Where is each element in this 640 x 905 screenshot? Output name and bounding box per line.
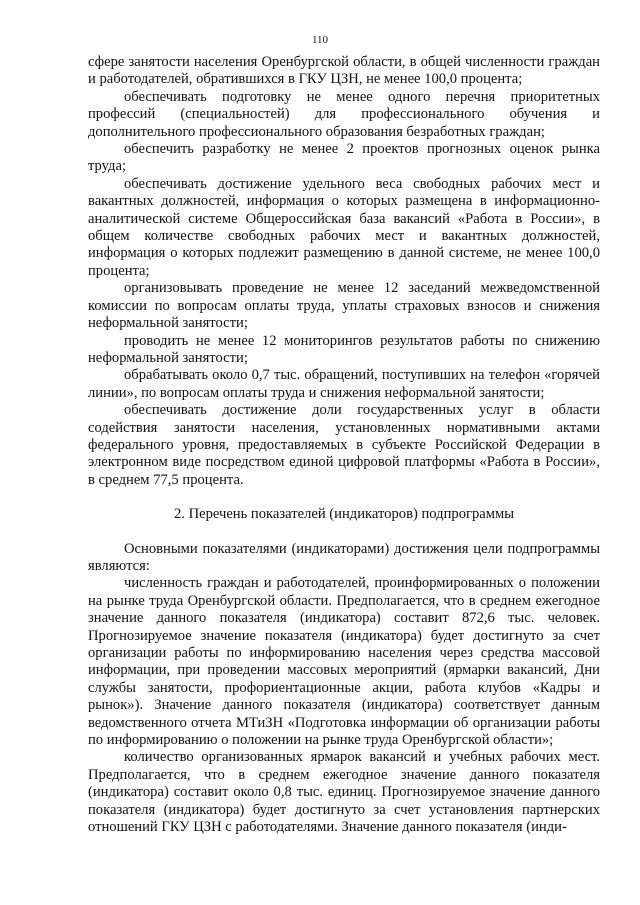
paragraph: обрабатывать около 0,7 тыс. обращений, поступивших на телефон «горячей линии», по вопросам оплаты труда и снижения неформальной занятости; bbox=[88, 367, 600, 401]
paragraph: количество организованных ярмарок вакансий и учебных рабочих мест. Предполагается, что в среднем ежегодное значение данного показателя (индикатора) составит около 0,8 тыс. единиц. Прогнозируемое значение данного показателя (индикатора) будет достигнуто за счет установления партнерских отношений ГКУ ЦЗН с работодателями. Значение данного показателя (инди- bbox=[88, 749, 600, 836]
paragraph: проводить не менее 12 мониторингов результатов работы по снижению неформальной занятости; bbox=[88, 332, 600, 366]
page-number: 110 bbox=[311, 34, 329, 46]
paragraph: обеспечивать достижение удельного веса свободных рабочих мест и вакантных должностей, информация о которых размещена в информационно-аналитической системе Общероссийская база вакансий «Работа в России», в общем количестве свободных рабочих мест и вакантных должностей, информация о которых подлежит размещению в данной системе, не менее 100,0 процента; bbox=[88, 175, 600, 279]
paragraph: обеспечивать подготовку не менее одного перечня приоритетных профессий (специальностей) для профессионального обучения и дополнительного профессионального образования безработных граждан; bbox=[88, 88, 600, 140]
paragraph: организовывать проведение не менее 12 заседаний межведомственной комиссии по вопросам оплаты труда, уплаты страховых взносов и снижения неформальной занятости; bbox=[88, 280, 600, 332]
paragraph: обеспечивать достижение доли государственных услуг в области содействия занятости населения, установленных нормативными актами федерального уровня, предоставляемых в субъекте Российской Федерации в электронном виде посредством единой цифровой платформы «Работа в России», в среднем 77,5 процента. bbox=[88, 402, 600, 488]
paragraph: обеспечить разработку не менее 2 проектов прогнозных оценок рынка труда; bbox=[88, 141, 600, 175]
paragraph: Основными показателями (индикаторами) достижения цели подпрограммы являются: bbox=[88, 540, 600, 574]
document-body bbox=[88, 54, 600, 836]
section-heading: 2. Перечень показателей (индикаторов) подпрограммы bbox=[173, 506, 515, 523]
paragraph: сфере занятости населения Оренбургской области, в общей численности граждан и работодателей, обратившихся в ГКУ ЦЗН, не менее 100,0 процента; bbox=[88, 54, 600, 88]
paragraph: численность граждан и работодателей, проинформированных о положении на рынке труда Оренбургской области. Предполагается, что в среднем ежегодное значение данного показателя (индикатора) составит 872,6 тыс. человек. Прогнозируемое значение показателя (индикатора) будет достигнуто за счет организации работы по информированию населения через средства массовой информации, при проведении массовых мероприятий (ярмарки вакансий, Дни службы занятости, профориентационные акции, работа клубов «Кадры и рынок»). Значение данного показателя (индикатора) соответствует данным ведомственного отчета МТиЗН «Подготовка информации об организации работы по информированию о положении на рынке труда Оренбургской области»; bbox=[88, 575, 600, 749]
